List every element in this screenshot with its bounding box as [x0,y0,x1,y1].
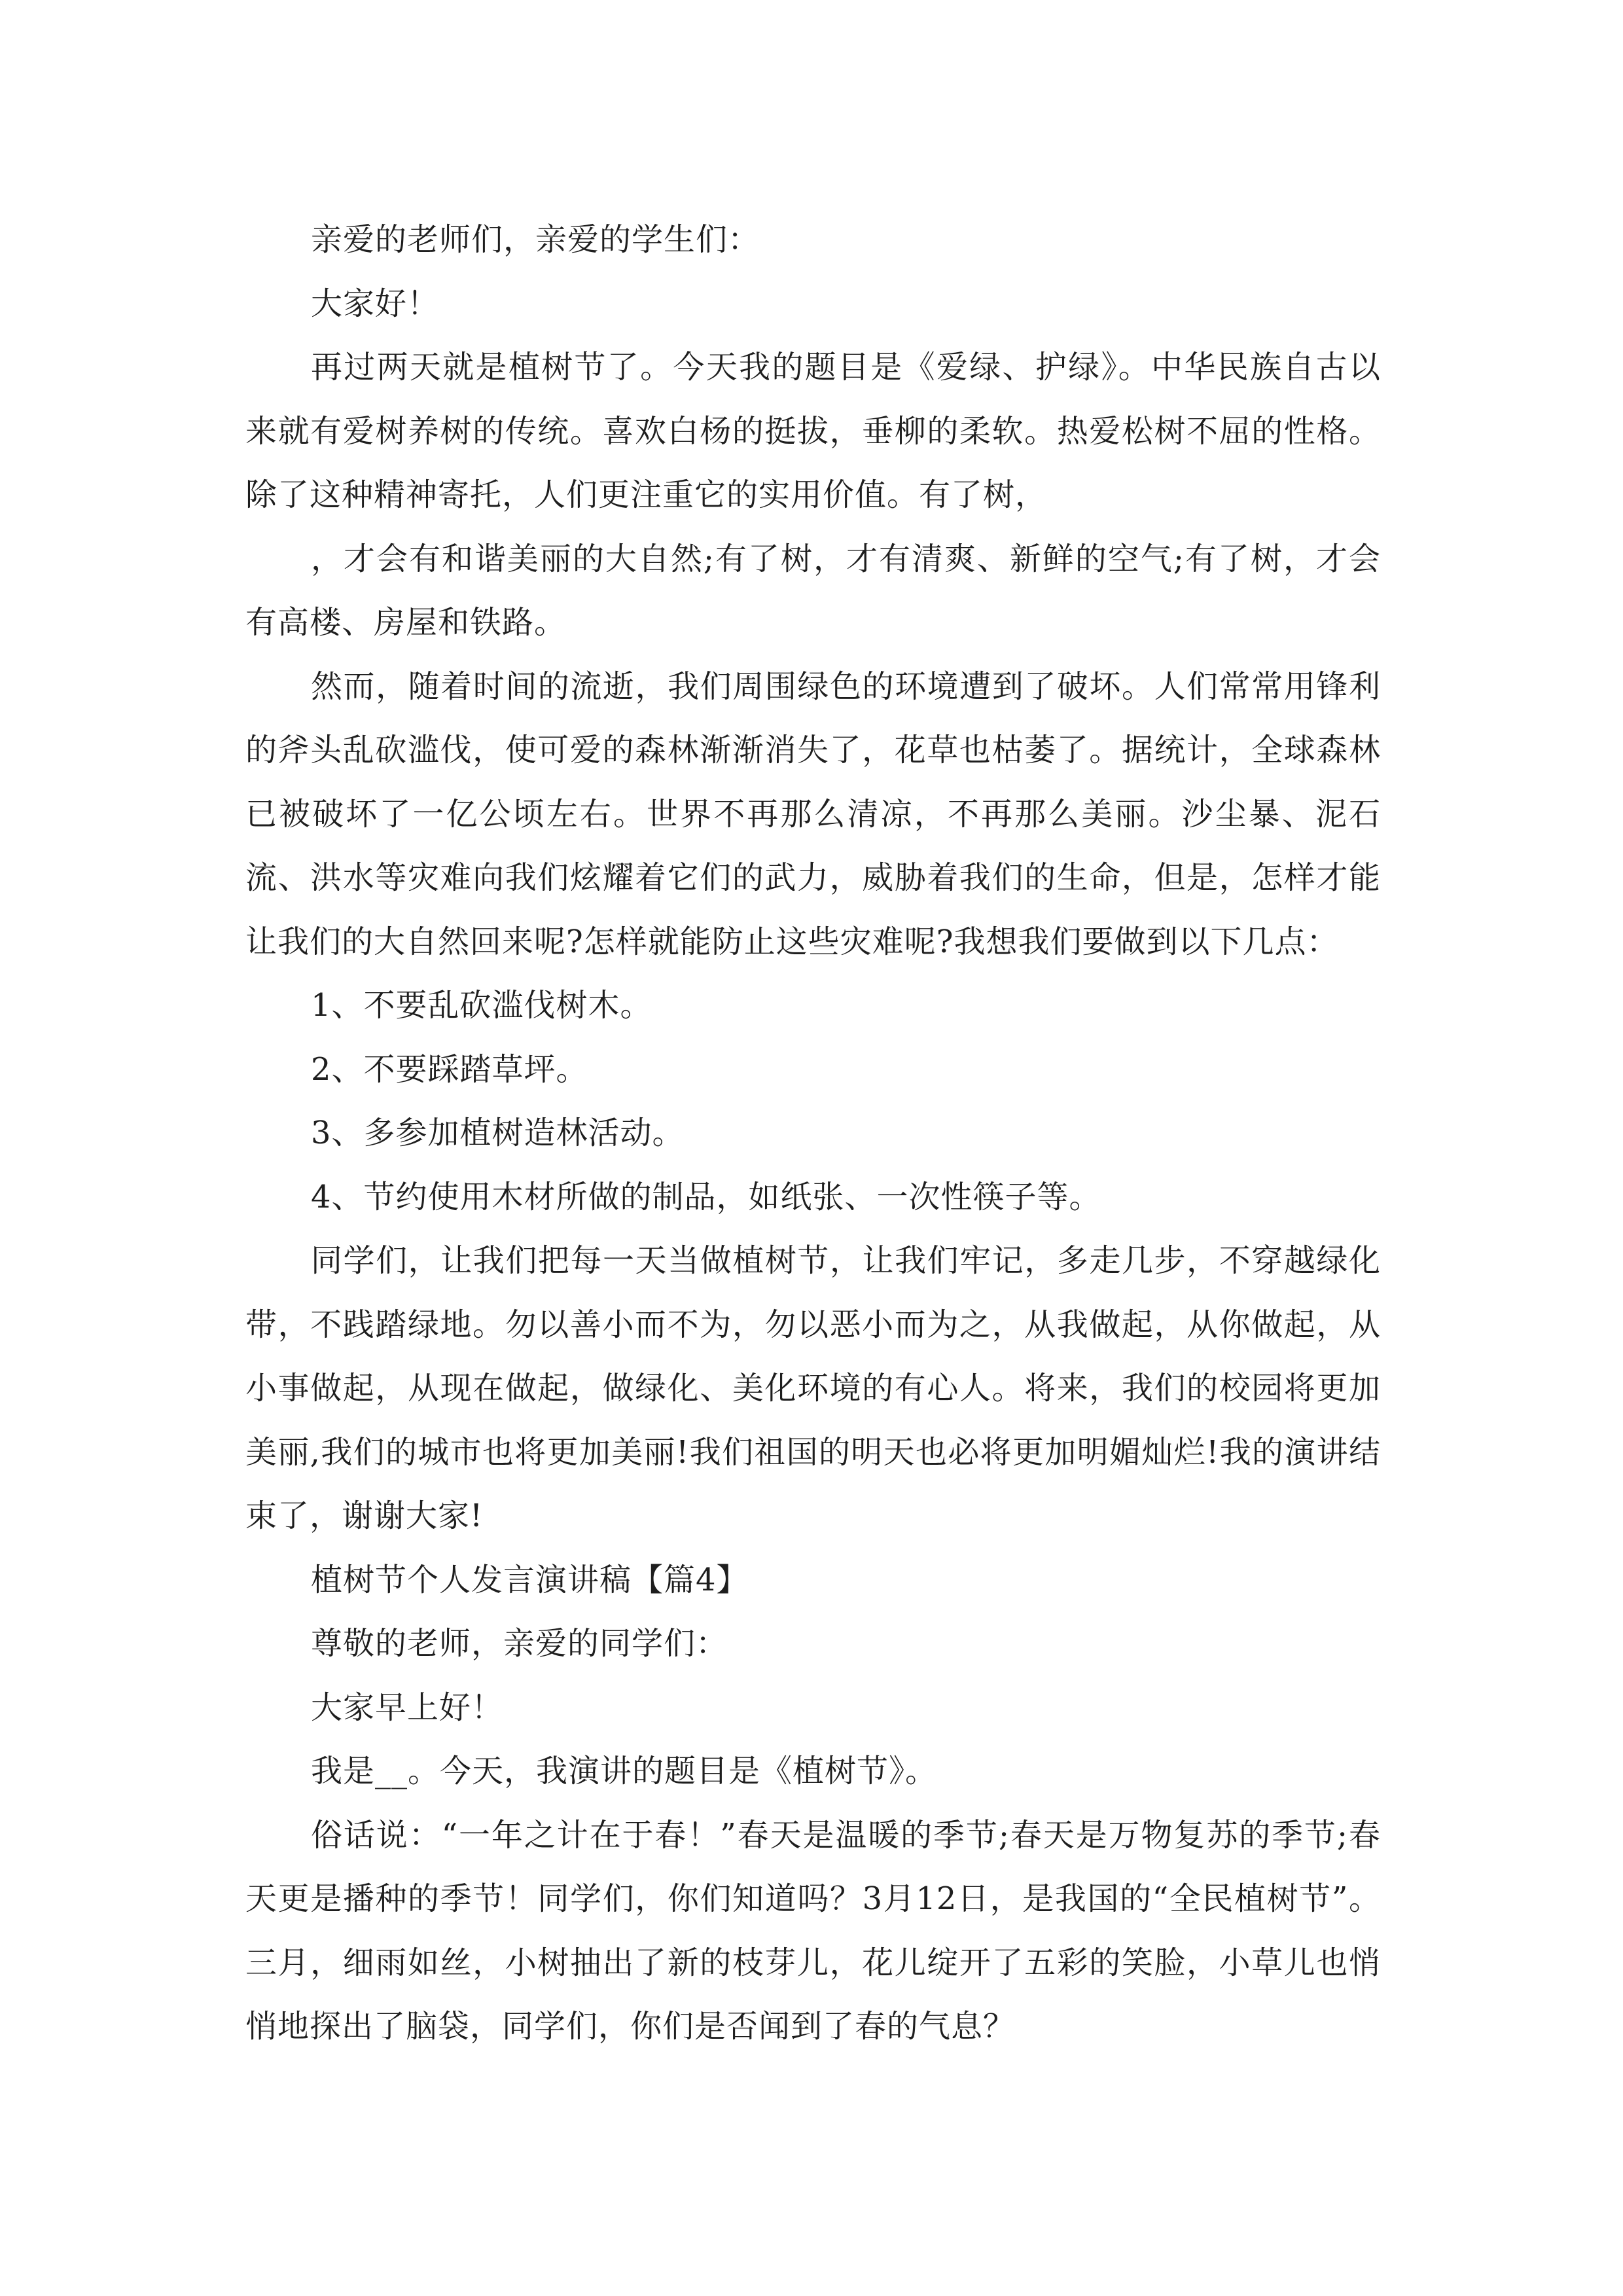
body-paragraph: ，才会有和谐美丽的大自然;有了树，才有清爽、新鲜的空气;有了树，才会有高楼、房屋和铁路。 [245,540,1381,641]
body-paragraph: 俗话说：“一年之计在于春！”春天是温暖的季节;春天是万物复苏的季节;春天更是播种的季节！同学们，你们知道吗？3月12日，是我国的“全民植树节”。三月，细雨如丝，小树抽出了新的枝芽儿，花儿绽开了五彩的笑脸，小草儿也悄悄地探出了脑袋，同学们，你们是否闻到了春的气息？ [245,1816,1381,2045]
body-paragraph: 然而，随着时间的流逝，我们周围绿色的环境遭到了破坏。人们常常用锋利的斧头乱砍滥伐，使可爱的森林渐渐消失了，花草也枯萎了。据统计，全球森林已被破坏了一亿公顷左右。世界不再那么清凉，不再那么美丽。沙尘暴、泥石流、洪水等灾难向我们炫耀着它们的武力，威胁着我们的生命，但是，怎样才能让我们的大自然回来呢?怎样就能防止这些灾难呢?我想我们要做到以下几点： [245,668,1381,960]
document-body [245,208,1381,2059]
body-paragraph: 再过两天就是植树节了。今天我的题目是《爱绿、护绿》。中华民族自古以来就有爱树养树的传统。喜欢白杨的挺拔，垂柳的柔软。热爱松树不屈的性格。除了这种精神寄托，人们更注重它的实用价值。有了树， [245,349,1381,513]
list-item: 2、不要踩踏草坪。 [311,1050,588,1088]
list-item: 1、不要乱砍滥伐树木。 [311,987,652,1024]
body-paragraph: 同学们，让我们把每一天当做植树节，让我们牢记，多走几步，不穿越绿化带，不践踏绿地。勿以善小而不为，勿以恶小而为之，从我做起，从你做起，从小事做起，从现在做起，做绿化、美化环境的有心人。将来，我们的校园将更加美丽,我们的城市也将更加美丽!我们祖国的明天也必将更加明媚灿烂!我的演讲结束了，谢谢大家! [245,1242,1381,1534]
body-paragraph: 我是__。今天，我演讲的题目是《植树节》。 [311,1753,938,1789]
salutation: 亲爱的老师们，亲爱的学生们： [311,221,760,258]
greeting: 大家好！ [311,285,440,322]
list-item: 3、多参加植树造林活动。 [311,1115,685,1151]
salutation: 尊敬的老师，亲爱的同学们： [311,1625,728,1662]
greeting: 大家早上好！ [311,1689,504,1726]
section-heading: 植树节个人发言演讲稿【篇4】 [311,1561,749,1598]
list-item: 4、节约使用木材所做的制品，如纸张、一次性筷子等。 [311,1178,1101,1215]
